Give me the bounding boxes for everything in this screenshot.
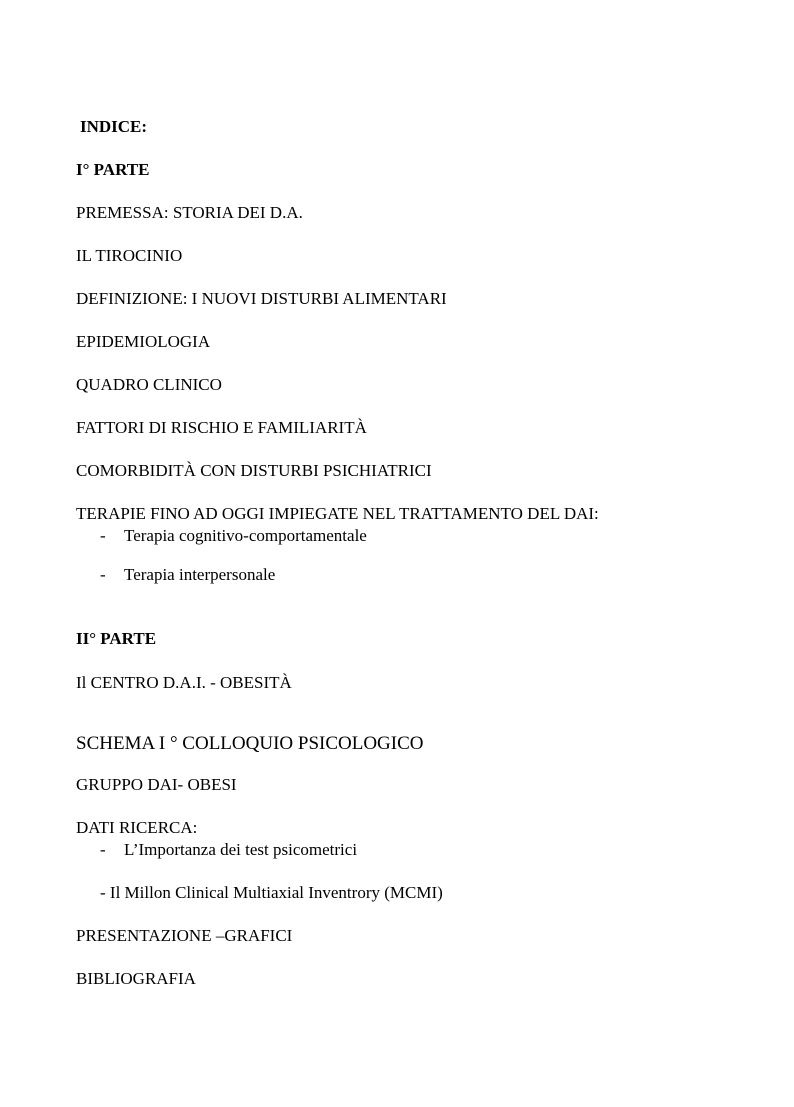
part2-heading: II° PARTE bbox=[76, 629, 157, 648]
toc-subentry: L’Importanza dei test psicometrici bbox=[124, 840, 358, 859]
toc-entry: BIBLIOGRAFIA bbox=[76, 969, 196, 988]
toc-entry: COMORBIDITÀ CON DISTURBI PSICHIATRICI bbox=[76, 461, 432, 480]
toc-entry: DATI RICERCA: bbox=[76, 818, 198, 837]
toc-subentry: Terapia cognitivo-comportamentale bbox=[124, 526, 367, 545]
toc-entry: DEFINIZIONE: I NUOVI DISTURBI ALIMENTARI bbox=[76, 289, 447, 308]
toc-entry: TERAPIE FINO AD OGGI IMPIEGATE NEL TRATTAMENTO DEL DAI: bbox=[76, 504, 599, 523]
toc-entry: FATTORI DI RISCHIO E FAMILIARITÀ bbox=[76, 418, 367, 437]
toc-entry: Il CENTRO D.A.I. - OBESITÀ bbox=[76, 673, 292, 692]
toc-entry: PREMESSA: STORIA DEI D.A. bbox=[76, 203, 303, 222]
part1-heading: I° PARTE bbox=[76, 160, 150, 179]
bullet-dash: - bbox=[100, 565, 106, 584]
toc-subentry: Terapia interpersonale bbox=[124, 565, 276, 584]
bullet-dash: - bbox=[100, 526, 106, 545]
bullet-dash: - bbox=[100, 840, 106, 859]
toc-entry: EPIDEMIOLOGIA bbox=[76, 332, 211, 351]
toc-entry: QUADRO CLINICO bbox=[76, 375, 222, 394]
toc-entry: GRUPPO DAI- OBESI bbox=[76, 775, 237, 794]
toc-entry: PRESENTAZIONE –GRAFICI bbox=[76, 926, 293, 945]
toc-entry: SCHEMA I ° COLLOQUIO PSICOLOGICO bbox=[76, 733, 424, 754]
index-title: INDICE: bbox=[80, 117, 148, 136]
toc-subentry: - Il Millon Clinical Multiaxial Inventrory (MCMI) bbox=[100, 883, 443, 902]
toc-entry: IL TIROCINIO bbox=[76, 246, 183, 265]
